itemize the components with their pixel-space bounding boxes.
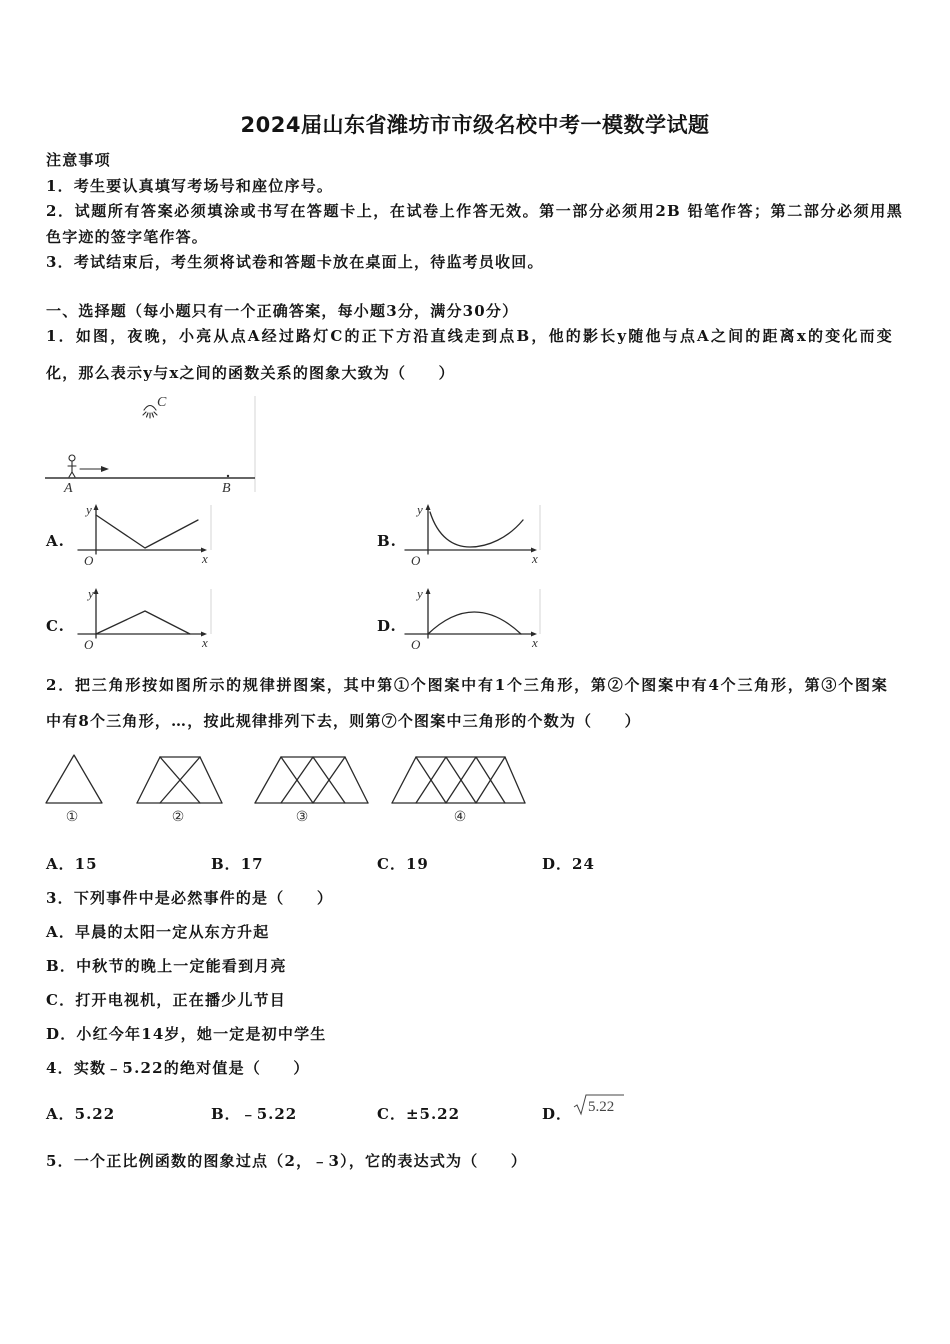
q1-option-c-label: C.: [46, 617, 65, 635]
lamp-ray: [147, 413, 149, 417]
lamp-ray: [143, 412, 146, 415]
y-axis-arrow-icon: [94, 588, 99, 594]
q1-option-b-label: B.: [377, 532, 397, 550]
q4-option-b: [211, 1104, 297, 1124]
option-label: D．: [542, 855, 573, 873]
pattern-line: [255, 757, 281, 803]
point-b-mark: [227, 475, 229, 477]
option-text: 17: [240, 855, 264, 873]
option-text: ±5.22: [405, 1105, 461, 1123]
pattern-line: [345, 757, 368, 803]
pattern-line: [392, 757, 416, 803]
lamp-ray: [154, 412, 157, 415]
option-text: 19: [405, 855, 429, 873]
option-text: ﹣5.22: [240, 1105, 298, 1123]
q4-option-a: [46, 1104, 115, 1124]
q2-stem-line-1: 2．把三角形按如图所示的规律拼图案，其中第①个图案中有1个三角形，第②个图案中有4个三角形，第③个图案: [46, 676, 888, 694]
q1-option-d-label: D.: [377, 617, 397, 635]
origin-label: O: [84, 637, 94, 652]
pattern-1-triangle: [46, 755, 102, 803]
q3-stem: 3．下列事件中是必然事件的是（ ）: [46, 889, 334, 907]
q1-option-a-label: A.: [46, 532, 65, 550]
q3-option-b: B．中秋节的晚上一定能看到月亮: [46, 957, 287, 975]
q2-option-d: [542, 854, 595, 874]
graph-curve: [96, 515, 198, 548]
option-label: B．: [211, 1105, 241, 1123]
person-leg-right: [72, 472, 75, 477]
pattern-line: [137, 757, 160, 803]
q3-option-c: C．打开电视机，正在播少儿节目: [46, 991, 286, 1009]
option-label: C．: [377, 1105, 406, 1123]
q3-option-d: D．小红今年14岁，她一定是初中学生: [46, 1025, 327, 1043]
x-axis-label: x: [532, 551, 538, 566]
notes-item-2-line-2: 色字迹的签字笔作答。: [46, 228, 209, 246]
pattern-4: [392, 757, 525, 803]
y-axis-label: y: [88, 586, 94, 601]
q4-option-d-radical: [573, 1093, 627, 1117]
origin-label: O: [411, 637, 421, 652]
q1-scene-figure: [40, 392, 262, 498]
x-axis-label: x: [202, 551, 208, 566]
pattern-3-label: ③: [295, 809, 309, 825]
q3-option-a: A．早晨的太阳一定从东方升起: [46, 923, 270, 941]
q4-option-d-label: D．: [542, 1105, 573, 1123]
street-lamp-icon: [144, 406, 156, 411]
q1-option-a-graph: [76, 502, 214, 572]
page-title: 2024届山东省潍坊市市级名校中考一模数学试题: [240, 113, 710, 137]
q1-option-c-graph: [76, 586, 214, 656]
graph-curve: [96, 611, 190, 634]
origin-label: O: [84, 553, 94, 568]
q4-stem: 4．实数﹣5.22的绝对值是（ ）: [46, 1059, 310, 1077]
notes-item-3: 3．考试结束后，考生须将试卷和答题卡放在桌面上，待监考员收回。: [46, 253, 544, 271]
pattern-line: [505, 757, 525, 803]
person-leg-left: [69, 472, 72, 477]
pattern-2-label: ②: [171, 809, 185, 825]
option-label: C．: [377, 855, 406, 873]
lamp-ray: [152, 413, 154, 417]
origin-label: O: [411, 553, 421, 568]
radicand-text: 5.22: [588, 1099, 615, 1115]
y-axis-label: y: [417, 586, 423, 601]
arrow-head-icon: [101, 466, 109, 472]
pattern-line: [200, 757, 222, 803]
q2-option-b: [211, 854, 264, 874]
point-a-label: A: [64, 481, 73, 496]
option-label: B．: [211, 855, 241, 873]
person-head-icon: [69, 455, 75, 461]
pattern-4-label: ④: [453, 809, 467, 825]
y-axis-arrow-icon: [426, 588, 431, 594]
option-label: A．: [46, 855, 75, 873]
q1-stem-line-2: 化，那么表示y与x之间的函数关系的图象大致为（ ）: [46, 364, 455, 382]
q1-option-d-graph: [403, 586, 543, 656]
section-heading: 一、选择题（每小题只有一个正确答案，每小题3分，满分30分）: [46, 302, 519, 320]
option-text: 5.22: [74, 1105, 116, 1123]
pattern-1-label: ①: [65, 809, 79, 825]
pattern-2: [137, 757, 222, 803]
option-text: 24: [572, 855, 595, 873]
q2-option-a: [46, 854, 98, 874]
y-axis-arrow-icon: [94, 504, 99, 510]
q1-stem-line-1: 1．如图，夜晚，小亮从点A经过路灯C的正下方沿直线走到点B，他的影长y随他与点A之间的距离x的变化而变: [46, 327, 893, 345]
notes-heading: 注意事项: [46, 151, 111, 169]
y-axis-label: y: [86, 502, 92, 517]
y-axis-arrow-icon: [426, 504, 431, 510]
y-axis-label: y: [417, 502, 423, 517]
x-axis-label: x: [202, 635, 208, 650]
option-label: A．: [46, 1105, 75, 1123]
q1-option-b-graph: [403, 502, 543, 572]
q4-option-c: [377, 1104, 460, 1124]
notes-item-1: 1．考生要认真填写考场号和座位序号。: [46, 177, 334, 195]
lamp-label: C: [157, 395, 167, 410]
pattern-3: [255, 757, 368, 803]
point-b-label: B: [222, 481, 231, 496]
q5-stem: 5．一个正比例函数的图象过点（2，﹣3），它的表达式为（ ）: [46, 1152, 528, 1170]
notes-item-2-line-1: 2．试题所有答案必须填涂或书写在答题卡上，在试卷上作答无效。第一部分必须用2B 铅笔作答；第二部分必须用黑: [46, 202, 903, 220]
q2-stem-line-2: 中有8个三角形，…，按此规律排列下去，则第⑦个图案中三角形的个数为（ ）: [46, 712, 641, 730]
q2-triangle-patterns-figure: [40, 750, 535, 810]
option-text: 15: [74, 855, 98, 873]
x-axis-label: x: [532, 635, 538, 650]
graph-curve: [428, 612, 521, 634]
q2-option-c: [377, 854, 429, 874]
graph-curve: [430, 512, 523, 547]
